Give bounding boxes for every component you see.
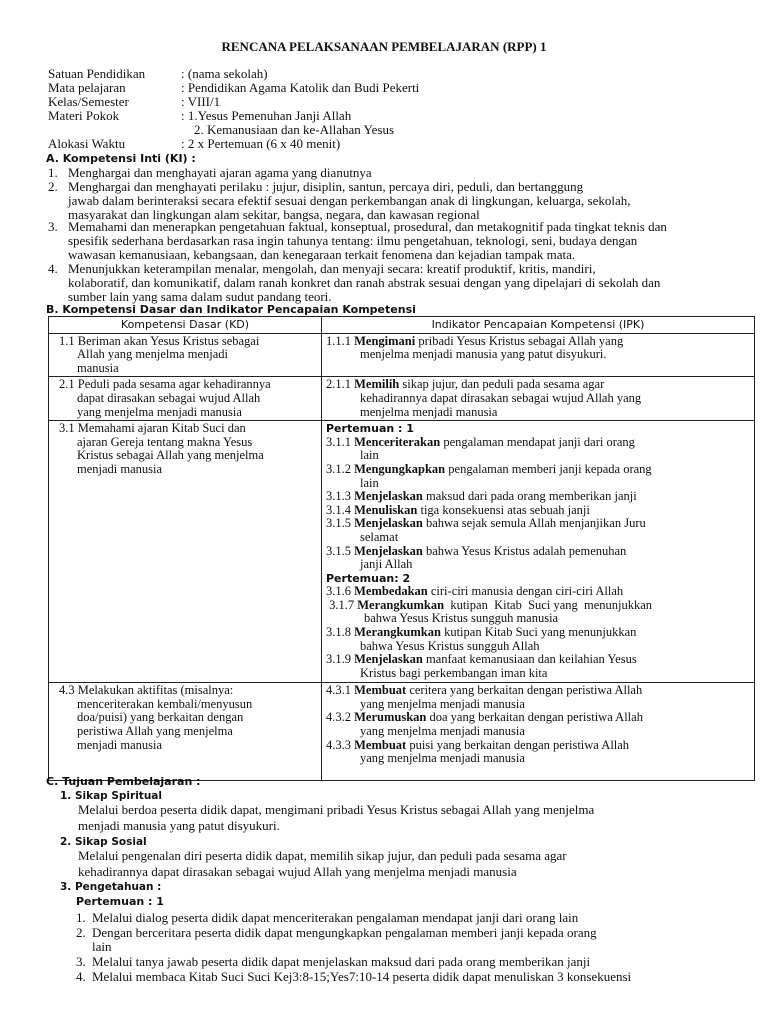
ipk-cont: bahwa Yesus Kristus sungguh manusia — [364, 611, 559, 626]
list-item-text: Melalui membaca Kitab Suci Suci Kej3:8-15;Yes7:10-14 peserta didik dapat menuliskan 3 konsekuensi — [92, 969, 632, 984]
ipk-keyword: Menjelaskan — [354, 652, 423, 667]
identitas-value: 2. Kemanusiaan dan ke-Allahan Yesus — [194, 122, 395, 137]
list-item-text: Melalui dialog peserta didik dapat menceriterakan pengalaman mendapat janji dari orang lain — [92, 910, 579, 925]
ipk-item — [326, 517, 750, 531]
identitas-label: Satuan Pendidikan — [48, 66, 146, 81]
kd-cell — [49, 421, 322, 683]
table-row — [49, 377, 755, 421]
list-item-text: kolaboratif, dan komunikatif, dalam ranah konkret dan ranah abstrak sesuai dengan yang dipelajari di sekolah dan — [68, 275, 661, 290]
list-item-text: Memahami dan menerapkan pengetahuan faktual, konseptual, prosedural, dan metakognitif pada tingkat teknis dan — [68, 219, 667, 234]
kd-ipk-table — [48, 316, 755, 781]
ipk-text: maksud dari pada orang memberikan janji — [422, 489, 637, 504]
ipk-keyword: Menuliskan — [354, 502, 418, 517]
ipk-text: bahwa sejak semula Allah menjanjikan Juru — [422, 516, 646, 531]
ipk-text: pengalaman memberi janji kepada orang — [445, 461, 652, 476]
kd-line: yang menjelma menjadi manusia — [77, 404, 242, 419]
ipk-cell — [322, 421, 755, 683]
ipk-keyword: Merumuskan — [354, 710, 427, 725]
page-title: RENCANA PELAKSANAAN PEMBELAJARAN (RPP) 1 — [221, 39, 547, 54]
kd-line: menjadi manusia — [77, 461, 163, 476]
ipk-code: 4.3.1 — [326, 683, 351, 698]
identitas-value: : VIII/1 — [181, 94, 221, 109]
ipk-text: ceritera yang berkaitan dengan peristiwa Allah — [406, 683, 643, 698]
pertemuan-label: Pertemuan : 1 — [76, 895, 164, 908]
list-item-number: 3. — [76, 954, 86, 969]
ipk-code: 4.3.3 — [326, 737, 351, 752]
list-item-text: masyarakat dan lingkungan alam sekitar, bangsa, negara, dan kawasan regional — [68, 207, 480, 222]
pertemuan-label: Pertemuan: 2 — [326, 571, 411, 585]
ipk-cont: menjelma menjadi manusia — [360, 404, 498, 419]
identitas-label: Alokasi Waktu — [48, 136, 126, 151]
identitas-value: : 2 x Pertemuan (6 x 40 menit) — [181, 136, 341, 151]
list-item-number: 3. — [48, 219, 58, 234]
list-item-number: 1. — [48, 165, 58, 180]
list-item-text: Menghargai dan menghayati perilaku : jujur, disiplin, santun, percaya diri, peduli, dan bertanggung — [68, 179, 584, 194]
kd-cell — [49, 333, 322, 377]
paragraph-line: kehadirannya dapat dirasakan sebagai wujud Allah yang menjelma menjadi manusia — [78, 864, 517, 879]
table-header-row — [49, 317, 755, 334]
ipk-item — [326, 463, 750, 477]
identitas-value: : 1.Yesus Pemenuhan Janji Allah — [181, 108, 352, 123]
ipk-keyword: Menceriterakan — [354, 434, 441, 449]
ipk-keyword: Membedakan — [354, 584, 428, 599]
ipk-cell — [322, 333, 755, 377]
subsection-heading: 1. Sikap Spiritual — [60, 790, 162, 802]
ipk-keyword: Merangkumkan — [357, 597, 445, 612]
table-row — [49, 333, 755, 377]
ipk-cont: yang menjelma menjadi manusia — [360, 723, 525, 738]
kd-cell — [49, 377, 322, 421]
ipk-keyword: Mengungkapkan — [354, 461, 446, 476]
kd-line: Kristus sebagai Allah yang menjelma — [77, 448, 264, 463]
ipk-item — [326, 335, 750, 349]
ipk-cont: bahwa Yesus Kristus sungguh Allah — [360, 638, 540, 653]
ipk-keyword: Mengimani — [354, 333, 416, 348]
kd-line: ajaran Gereja tentang makna Yesus — [77, 434, 253, 449]
ipk-cont: yang menjelma menjadi manusia — [360, 696, 525, 711]
ipk-code: 3.1.4 — [326, 502, 351, 517]
ipk-code: 3.1.5 — [326, 543, 351, 558]
subsection-heading: 2. Sikap Sosial — [60, 836, 147, 848]
ipk-code: 2.1.1 — [326, 377, 351, 392]
ipk-item — [326, 378, 750, 392]
list-item-number: 4. — [76, 969, 86, 984]
list-item-text: Melalui tanya jawab peserta didik dapat menjelaskan maksud dari pada orang memberikan janji — [92, 954, 591, 969]
identitas-value: : Pendidikan Agama Katolik dan Budi Pekerti — [181, 80, 420, 95]
list-item-text: sumber lain yang sama dalam sudut pandang teori. — [68, 289, 332, 304]
ipk-code: 3.1.6 — [326, 584, 351, 599]
ipk-text: sikap jujur, dan peduli pada sesama agar — [399, 377, 605, 392]
ipk-keyword: Menjelaskan — [354, 516, 423, 531]
ipk-keyword: Membuat — [354, 737, 407, 752]
list-item-number: 4. — [48, 261, 58, 276]
list-item-number: 1. — [76, 910, 86, 925]
section-a-heading: A. Kompetensi Inti (KI) : — [46, 152, 196, 165]
ipk-item — [326, 653, 750, 667]
ipk-cont: menjelma menjadi manusia yang patut disyukuri. — [360, 347, 607, 362]
ipk-item — [326, 599, 750, 613]
ipk-cont: selamat — [360, 529, 399, 544]
ipk-keyword: Merangkumkan — [354, 625, 441, 640]
ipk-text: ciri-ciri manusia dengan ciri-ciri Allah — [427, 584, 624, 599]
ipk-keyword: Membuat — [354, 683, 407, 698]
ipk-code: 3.1.5 — [326, 516, 351, 531]
ipk-cell — [322, 683, 755, 781]
list-item-text: lain — [92, 939, 112, 954]
ipk-keyword: Menjelaskan — [354, 489, 423, 504]
identitas-label: Mata pelajaran — [48, 80, 126, 95]
ipk-cont: lain — [360, 448, 379, 463]
ipk-item — [326, 436, 750, 450]
ipk-cont: Kristus bagi perkembangan iman kita — [360, 665, 548, 680]
ipk-text: bahwa Yesus Kristus adalah pemenuhan — [422, 543, 627, 558]
list-item-text: Menunjukkan keterampilan menalar, mengolah, dan menyaji secara: kreatif produktif, kritis, mandiri, — [68, 261, 596, 276]
ipk-text: kutipan Kitab Suci yang menunjukkan — [440, 625, 637, 640]
ipk-code: 3.1.9 — [326, 652, 351, 667]
ipk-item — [326, 626, 750, 640]
kd-line: dapat dirasakan sebagai wujud Allah — [77, 390, 261, 405]
ipk-text: pengalaman mendapat janji dari orang — [440, 434, 635, 449]
ipk-item — [326, 739, 750, 753]
section-b-heading: B. Kompetensi Dasar dan Indikator Pencapaian Kompetensi — [46, 303, 416, 316]
section-c-heading: C. Tujuan Pembelajaran : — [46, 775, 201, 788]
ipk-item — [326, 545, 750, 559]
kd-line: 3.1 Memahami ajaran Kitab Suci dan — [59, 421, 246, 436]
ipk-keyword: Memilih — [354, 377, 400, 392]
paragraph-line: menjadi manusia yang patut disyukuri. — [78, 818, 280, 833]
kd-line: doa/puisi) yang berkaitan dengan — [77, 710, 244, 725]
ipk-code: 3.1.2 — [326, 461, 351, 476]
ipk-text: kutipan Kitab Suci yang menunjukkan — [444, 597, 653, 612]
ipk-item — [326, 585, 750, 599]
ipk-code: 4.3.2 — [326, 710, 351, 725]
kd-line: manusia — [77, 360, 119, 375]
kd-line: menceriterakan kembali/menyusun — [77, 696, 253, 711]
identitas-label: Materi Pokok — [48, 108, 120, 123]
identitas-value: : (nama sekolah) — [181, 66, 268, 81]
ipk-code: 3.1.7 — [326, 597, 355, 612]
column-header-kd: Kompetensi Dasar (KD) — [49, 317, 322, 334]
list-item-text: jawab dalam berinteraksi secara efektif sesuai dengan perkembangan anak di lingkungan, keluarga, sekolah, — [68, 193, 631, 208]
kd-line: 2.1 Peduli pada sesama agar kehadirannya — [59, 377, 271, 392]
ipk-code: 3.1.1 — [326, 434, 351, 449]
ipk-cont: janji Allah — [360, 557, 413, 572]
ipk-code: 3.1.3 — [326, 489, 351, 504]
ipk-text: doa yang berkaitan dengan peristiwa Allah — [426, 710, 643, 725]
table-row — [49, 421, 755, 683]
ipk-text: puisi yang berkaitan dengan peristiwa Allah — [406, 737, 630, 752]
ipk-keyword: Menjelaskan — [354, 543, 423, 558]
table-row — [49, 683, 755, 781]
ipk-item — [326, 504, 750, 518]
identitas-label: Kelas/Semester — [48, 94, 129, 109]
ipk-cont: lain — [360, 475, 379, 490]
ipk-text: pribadi Yesus Kristus sebagai Allah yang — [415, 333, 624, 348]
list-item-number: 2. — [76, 925, 86, 940]
pertemuan-label: Pertemuan : 1 — [326, 422, 414, 436]
kd-line: 1.1 Beriman akan Yesus Kristus sebagai — [59, 333, 260, 348]
ipk-code: 1.1.1 — [326, 333, 351, 348]
subsection-heading: 3. Pengetahuan : — [60, 881, 162, 893]
ipk-cont: kehadirannya dapat dirasakan sebagai wujud Allah yang — [360, 390, 642, 405]
kd-line: menjadi manusia — [77, 737, 163, 752]
list-item-text: wawasan kemanusiaan, kebangsaan, dan kenegaraan terkait fenomena dan kejadian tampak mata. — [68, 247, 576, 262]
ipk-cont: yang menjelma menjadi manusia — [360, 751, 525, 766]
kd-line: Allah yang menjelma menjadi — [77, 347, 228, 362]
ipk-item — [326, 711, 750, 725]
kd-cell — [49, 683, 322, 781]
list-item-text: Menghargai dan menghayati ajaran agama yang dianutnya — [68, 165, 372, 180]
ipk-cell — [322, 377, 755, 421]
kd-line: peristiwa Allah yang menjelma — [77, 723, 233, 738]
ipk-item — [326, 490, 750, 504]
list-item-number: 2. — [48, 179, 58, 194]
list-item-text: Dengan berceritara peserta didik dapat mengungkapkan pengalaman memberi janji kepada orang — [92, 925, 597, 940]
paragraph-line: Melalui berdoa peserta didik dapat, mengimani pribadi Yesus Kristus sebagai Allah yang menjelma — [78, 802, 595, 817]
ipk-text: tiga konsekuensi atas sebuah janji — [417, 502, 590, 517]
column-header-ipk: Indikator Pencapaian Kompetensi (IPK) — [322, 317, 755, 334]
paragraph-line: Melalui pengenalan diri peserta didik dapat, memilih sikap jujur, dan peduli pada sesama agar — [78, 848, 567, 863]
kd-line: 4.3 Melakukan aktifitas (misalnya: — [59, 683, 234, 698]
list-item-text: spesifik sederhana berdasarkan rasa ingin tahunya tentang: ilmu pengetahuan, teknologi, seni, budaya dengan — [68, 233, 638, 248]
ipk-code: 3.1.8 — [326, 625, 351, 640]
ipk-item — [326, 684, 750, 698]
ipk-text: manfaat kemanusiaan dan keilahian Yesus — [422, 652, 637, 667]
